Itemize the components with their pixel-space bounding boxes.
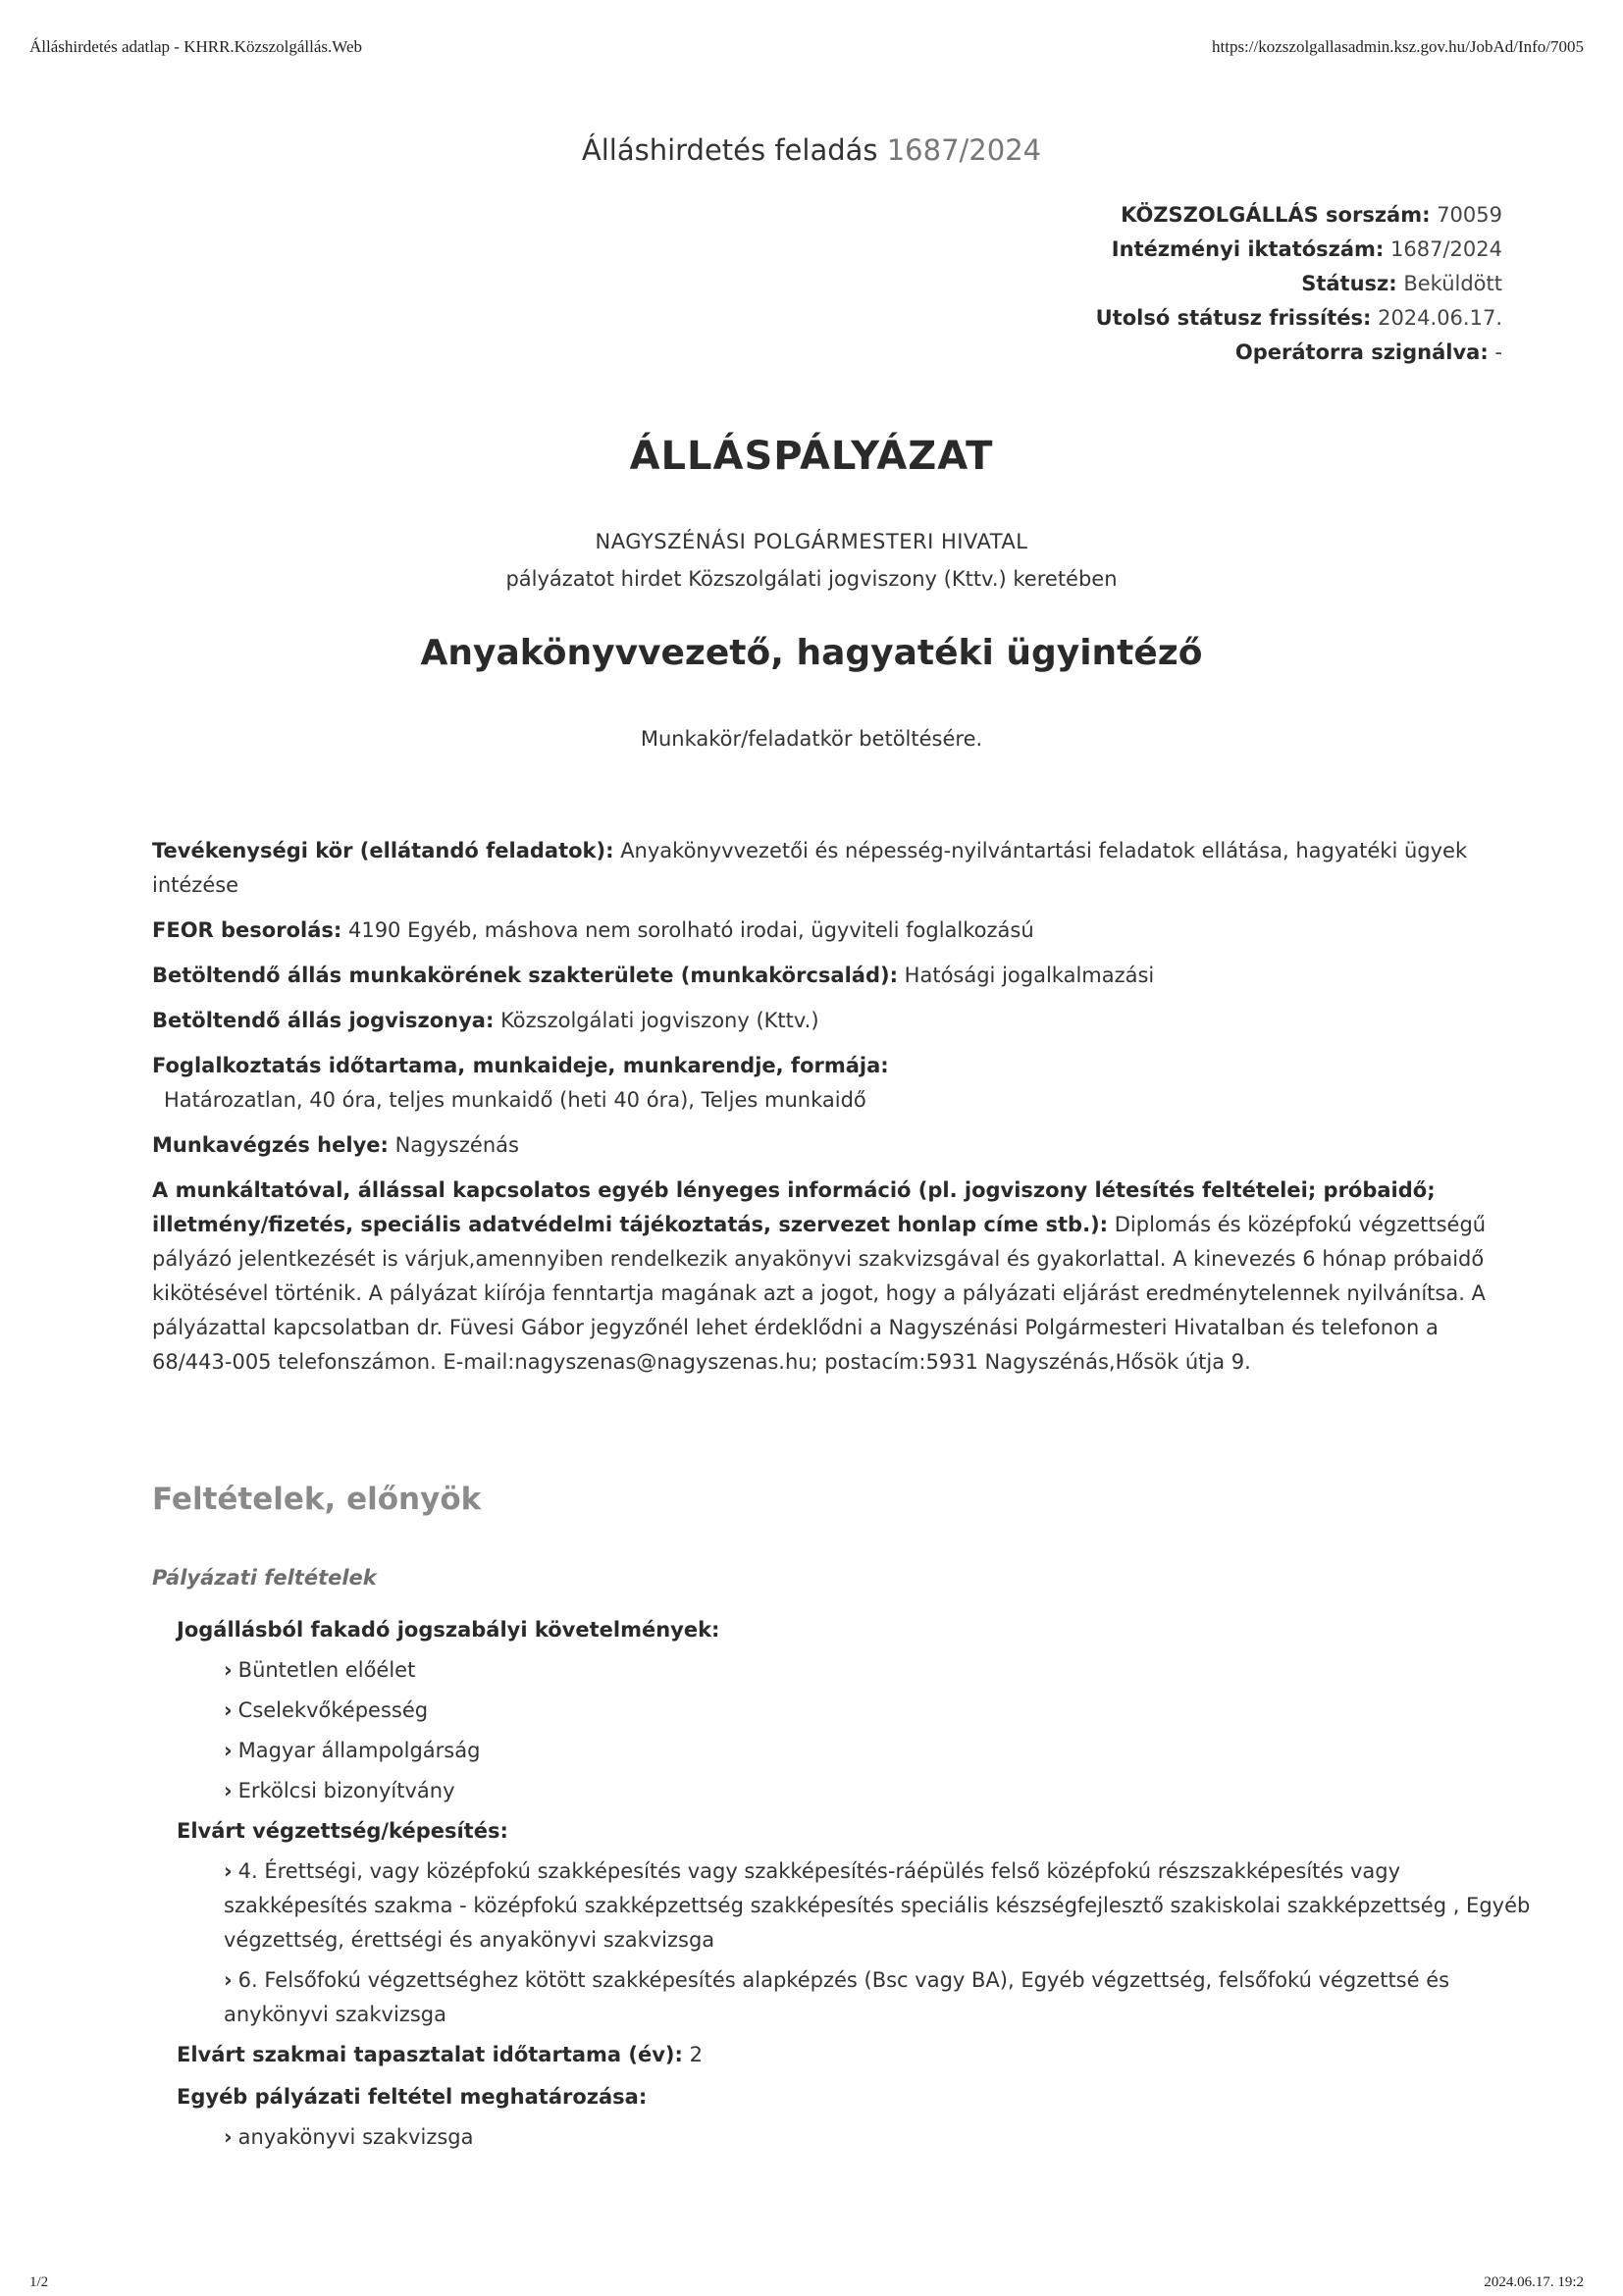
- chevron-right-icon: ›: [224, 1779, 233, 1802]
- list-item: [224, 2120, 1536, 2155]
- detail-key: Tevékenységi kör (ellátandó feladatok):: [152, 839, 614, 862]
- detail-employment: [152, 1049, 1506, 1118]
- list-item-text: anyakönyvi szakvizsga: [237, 2125, 474, 2149]
- detail-key: Betöltendő állás munkakörének szakterülete (munkakörcsalád):: [152, 964, 898, 987]
- meta-value: Beküldött: [1403, 272, 1502, 295]
- requirements: [177, 1613, 1536, 2161]
- main-title: ÁLLÁSPÁLYÁZAT: [629, 434, 994, 479]
- organization-name: NAGYSZÉNÁSI POLGÁRMESTERI HIVATAL: [595, 530, 1028, 553]
- detail-key: Munkavégzés helye:: [152, 1133, 389, 1157]
- detail-value: Határozatlan, 40 óra, teljes munkaidő (heti 40 óra), Teljes munkaidő: [164, 1088, 866, 1112]
- meta-key: Intézményi iktatószám:: [1111, 237, 1385, 261]
- chevron-right-icon: ›: [224, 2125, 233, 2149]
- detail-value: Hatósági jogalkalmazási: [904, 964, 1155, 987]
- chevron-right-icon: ›: [224, 1658, 233, 1682]
- legal-requirements-heading: Jogállásból fakadó jogszabályi követelmények:: [177, 1618, 720, 1642]
- list-item-text: Cselekvőképesség: [237, 1698, 429, 1722]
- list-item: [224, 1694, 1536, 1728]
- list-item-text: 6. Felsőfokú végzettséghez kötött szakképesítés alapképzés (Bsc vagy BA), Egyéb végzettség, felsőfokú végzettsé és anykönyvi szakvizsga: [224, 1968, 1450, 2026]
- detail-other-info: [152, 1174, 1506, 1380]
- list-item: [224, 1653, 1536, 1688]
- detail-value: Anyakönyvvezetői és népesség-nyilvántartási feladatok ellátása, hagyatéki ügyek intézése: [152, 839, 1468, 897]
- meta-key: Operátorra szignálva:: [1234, 340, 1489, 364]
- meta-value: -: [1494, 340, 1502, 364]
- meta-row: [1096, 267, 1502, 301]
- list-item: [224, 1963, 1536, 2032]
- meta-key: Státusz:: [1301, 272, 1397, 295]
- detail-activity: [152, 834, 1506, 903]
- list-item-text: 4. Érettségi, vagy középfokú szakképesítés vagy szakképesítés-ráépülés felső középfokú részszakképesítés vagy szakképesítés szakma - középfokú szakképzettség szakképesítés speciális készségfejlesztő szakiskolai szakképzettség , Egyéb végzettség, érettségi és anyakönyvi szakvizsga: [224, 1859, 1531, 1952]
- organization-line: pályázatot hirdet Közszolgálati jogviszony (Kttv.) keretében: [505, 567, 1118, 591]
- meta-row: [1096, 233, 1502, 267]
- detail-value: 4190 Egyéb, máshova nem sorolható irodai, ügyviteli foglalkozású: [347, 918, 1034, 942]
- meta-row: [1096, 336, 1502, 370]
- meta-value: 1687/2024: [1390, 237, 1502, 261]
- detail-location: [152, 1128, 1506, 1163]
- print-header-url: https://kozszolgallasadmin.ksz.gov.hu/JobAd/Info/7005: [1212, 37, 1584, 56]
- meta-key: KÖZSZOLGÁLLÁS sorszám:: [1121, 203, 1431, 227]
- list-item-text: Magyar állampolgárság: [237, 1739, 481, 1762]
- education-heading: Elvárt végzettség/képesítés:: [177, 1819, 508, 1843]
- education-list: [177, 1854, 1536, 2032]
- experience-key: Elvárt szakmai tapasztalat időtartama (év):: [177, 2043, 683, 2066]
- subsection-title: Pályázati feltételek: [152, 1566, 377, 1590]
- legal-requirements-list: [177, 1653, 1536, 1808]
- detail-value: Nagyszénás: [394, 1133, 519, 1157]
- other-requirements-heading: Egyéb pályázati feltétel meghatározása:: [177, 2085, 648, 2109]
- print-header-title: Álláshirdetés adatlap - KHRR.Közszolgállás.Web: [29, 37, 363, 56]
- meta-value: 2024.06.17.: [1378, 306, 1502, 330]
- detail-key: FEOR besorolás:: [152, 918, 342, 942]
- detail-relation: [152, 1004, 1506, 1038]
- position-title: Anyakönyvvezető, hagyatéki ügyintéző: [420, 633, 1203, 673]
- detail-feor: [152, 913, 1506, 948]
- detail-field: [152, 959, 1506, 993]
- chevron-right-icon: ›: [224, 1859, 233, 1883]
- detail-key: A munkáltatóval, állással kapcsolatos egyéb lényeges információ (pl. jogviszony létesítés feltételei; próbaidő; illetmény/fizetés, speciális adatvédelmi tájékoztatás, szervezet honlap címe stb.):: [152, 1178, 1436, 1236]
- experience-row: [177, 2038, 1536, 2072]
- section-title: Feltételek, előnyök: [152, 1482, 482, 1517]
- meta-value: 70059: [1437, 203, 1502, 227]
- list-item: [224, 1734, 1536, 1768]
- document-title-number: 1687/2024: [886, 133, 1042, 167]
- meta-row: [1096, 301, 1502, 336]
- list-item-text: Erkölcsi bizonyítvány: [237, 1779, 455, 1802]
- list-item: [224, 1854, 1536, 1957]
- meta-row: [1096, 198, 1502, 233]
- print-timestamp: 2024.06.17. 19:2: [1484, 2274, 1584, 2290]
- meta-key: Utolsó státusz frissítés:: [1095, 306, 1372, 330]
- list-item: [224, 1774, 1536, 1808]
- detail-key: Betöltendő állás jogviszonya:: [152, 1009, 495, 1032]
- experience-value: 2: [689, 2043, 703, 2066]
- document-title-label: Álláshirdetés feladás: [581, 133, 878, 167]
- detail-key: Foglalkoztatás időtartama, munkaideje, munkarendje, formája:: [152, 1054, 889, 1077]
- chevron-right-icon: ›: [224, 1968, 233, 1992]
- list-item-text: Büntetlen előélet: [237, 1658, 416, 1682]
- detail-value: Diplomás és középfokú végzettségű pályázó jelentkezését is várjuk,amennyiben rendelkezik anyakönyvi szakvizsgával és gyakorlattal. A kinevezés 6 hónap próbaidő kikötésével történik. A pályázat kiírója fenntartja magának azt a jogot, hogy a pályázati eljárást eredménytelennek nyilvánítsa. A pályázattal kapcsolatban dr. Füvesi Gábor jegyzőnél lehet érdeklődni a Nagyszénási Polgármesteri Hivatalban és telefonon a 68/443-005 telefonszámon. E-mail:nagyszenas@nagyszenas.hu; postacím:5931 Nagyszénás,Hősök útja 9.: [152, 1213, 1487, 1374]
- page-number: 1/2: [29, 2274, 49, 2290]
- detail-value: Közszolgálati jogviszony (Kttv.): [500, 1009, 819, 1032]
- chevron-right-icon: ›: [224, 1739, 233, 1762]
- document-title: [0, 133, 1623, 167]
- chevron-right-icon: ›: [224, 1698, 233, 1722]
- position-subtitle: Munkakör/feladatkör betöltésére.: [640, 727, 983, 751]
- other-requirements-list: [177, 2120, 1536, 2155]
- job-details: [152, 834, 1506, 1390]
- metadata-block: [1096, 198, 1502, 370]
- print-footer: [29, 2274, 1584, 2291]
- print-header: [29, 37, 1584, 57]
